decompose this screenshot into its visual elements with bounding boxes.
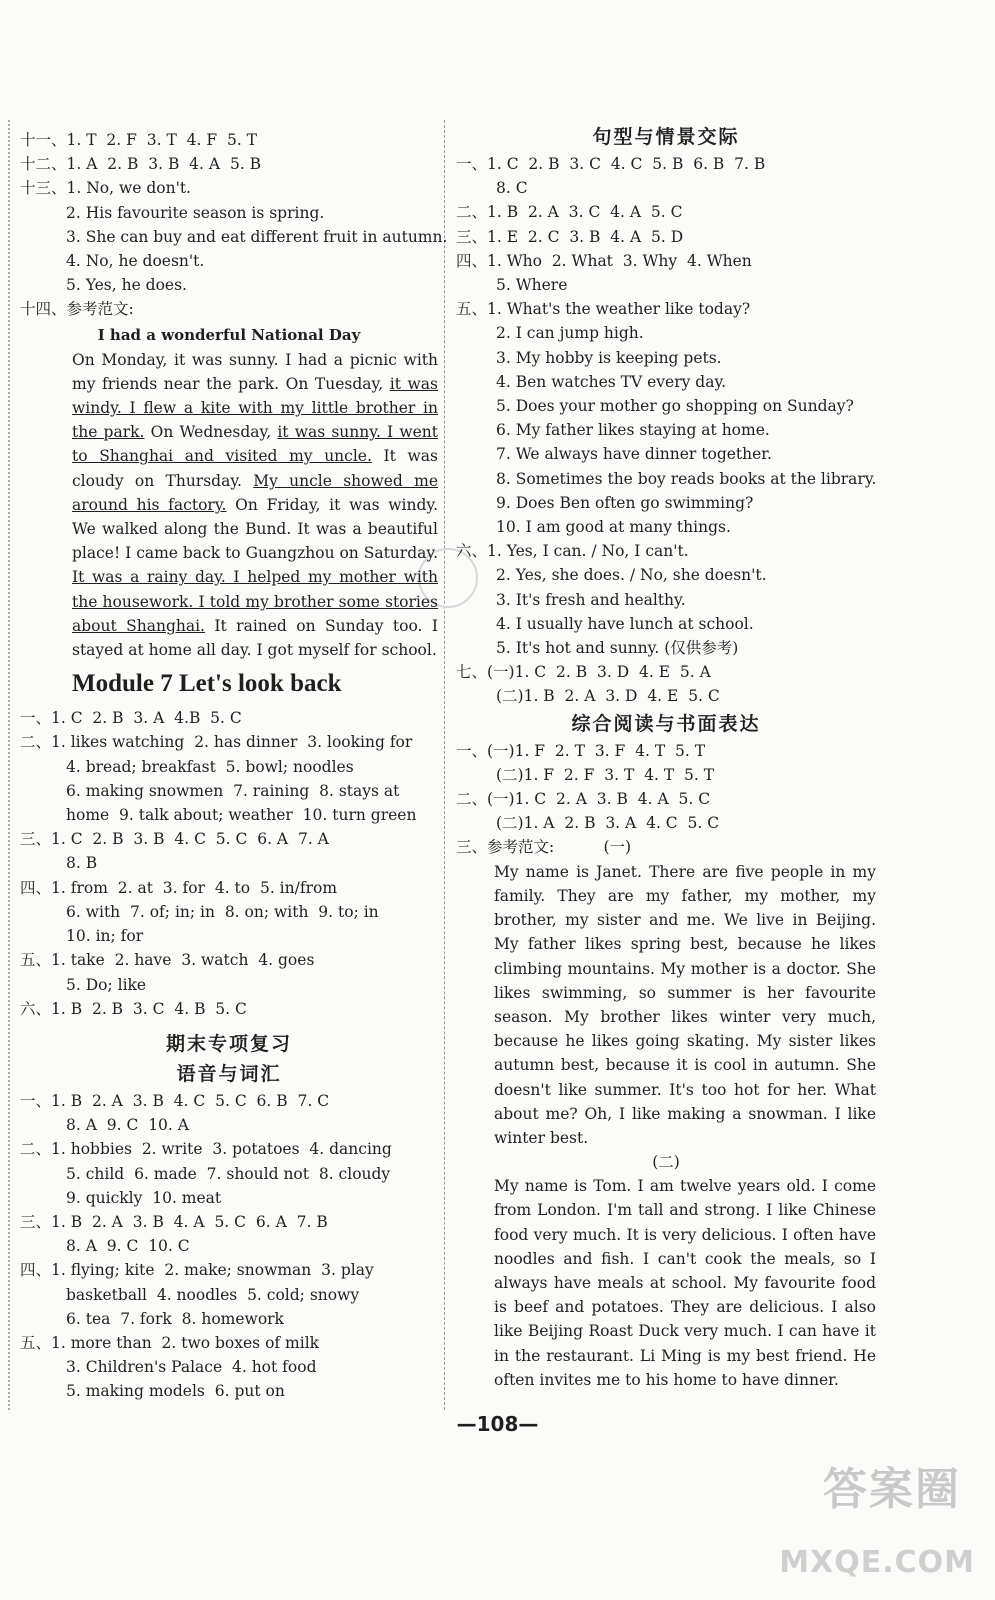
- answer-line: 一、(一)1. F 2. T 3. F 4. T 5. T: [456, 741, 706, 760]
- answer-line: 2. His favourite season is spring.: [66, 203, 325, 222]
- answer-line: 3. She can buy and eat different fruit in autumn.: [66, 227, 448, 246]
- answer-line: 十二、1. A 2. B 3. B 4. A 5. B: [20, 155, 262, 174]
- essay-text: On Friday, it was windy. We walked along the Bund. It was a beautiful place! I came back to Guangzhou on Saturday.: [72, 495, 439, 563]
- essay-title: I had a wonderful National Day: [97, 325, 361, 344]
- answer-line: 三、1. B 2. A 3. B 4. A 5. C 6. A 7. B: [20, 1212, 328, 1231]
- answer-line: 5. child 6. made 7. should not 8. cloudy: [66, 1164, 391, 1183]
- answer-line: 五、1. What's the weather like today?: [456, 300, 751, 319]
- essay-text: It was cloudy on Thursday.: [72, 447, 438, 490]
- answer-line: 四、1. Who 2. What 3. Why 4. When: [456, 251, 752, 270]
- answer-line: 9. Does Ben often go swimming?: [496, 493, 754, 512]
- answer-line: 二、1. likes watching 2. has dinner 3. looking for: [20, 733, 413, 752]
- answer-line: 5. Where: [496, 276, 568, 295]
- module-title: Module 7 Let's look back: [72, 670, 342, 698]
- answer-line: 二、1. hobbies 2. write 3. potatoes 4. dancing: [20, 1140, 392, 1159]
- answer-line: 10. in; for: [66, 927, 144, 946]
- answer-line: 8. C: [496, 179, 528, 198]
- answer-line: 一、1. C 2. B 3. C 4. C 5. B 6. B 7. B: [456, 155, 766, 173]
- answers-11-14: [20, 128, 448, 322]
- answer-line: 8. A 9. C 10. C: [66, 1237, 190, 1256]
- watermark-logo: 答案圈: [823, 1464, 961, 1515]
- answer-line: (二)1. A 2. B 3. A 4. C 5. C: [496, 814, 720, 833]
- answer-line: 2. I can jump high.: [496, 324, 644, 343]
- answer-line: 5. It's hot and sunny. (仅供参考): [496, 639, 739, 658]
- answer-line: (二)1. B 2. A 3. D 4. E 5. C: [496, 687, 720, 706]
- answer-line: 5. making models 6. put on: [66, 1382, 285, 1401]
- answer-line: 十一、1. T 2. F 3. T 4. F 5. T: [20, 131, 258, 149]
- answer-line: 8. A 9. C 10. A: [66, 1116, 189, 1135]
- answer-line: 6. making snowmen 7. raining 8. stays at: [66, 781, 400, 800]
- answer-line: 五、1. take 2. have 3. watch 4. goes: [20, 951, 315, 970]
- underlined-sentence: It was a rainy day. I helped my mother with the housework. I told my brother some stories about Shanghai.: [72, 568, 438, 635]
- essay-national-day: [20, 348, 438, 663]
- answer-line: 7. We always have dinner together.: [496, 445, 772, 464]
- underlined-sentence: it was windy. I flew a kite with my little brother in the park.: [72, 374, 438, 442]
- answer-line: 七、(一)1. C 2. B 3. D 4. E 5. A: [456, 663, 711, 682]
- answer-line: 10. I am good at many things.: [496, 518, 731, 537]
- column-divider: [444, 120, 445, 1410]
- answer-line: 4. No, he doesn't.: [66, 252, 205, 271]
- answer-line: 一、1. B 2. A 3. B 4. C 5. C 6. B 7. C: [20, 1091, 330, 1110]
- answer-line: (二)1. F 2. F 3. T 4. T 5. T: [496, 765, 715, 784]
- answer-line: 四、1. flying; kite 2. make; snowman 3. play: [20, 1261, 374, 1280]
- review-title: 期末专项复习: [165, 1032, 292, 1055]
- essay2-title: (二): [652, 1153, 680, 1172]
- margin-rule: [8, 120, 10, 1410]
- sentence-answers: [456, 152, 876, 709]
- answer-line: 3. My hobby is keeping pets.: [496, 348, 722, 367]
- answer-line: 8. B: [66, 854, 98, 873]
- left-column: [20, 128, 448, 1404]
- sentence-title: 句型与情景交际: [592, 126, 740, 148]
- answer-line: 六、1. B 2. B 3. C 4. B 5. C: [20, 999, 247, 1018]
- answer-line: 二、1. B 2. A 3. C 4. A 5. C: [456, 203, 683, 222]
- essay-janet: My name is Janet. There are five people in my family. They are my father, my mother, my brother, my sister and me. We live in Beijing. My father likes spring best, because he likes climbing mountains. My mother is a doctor. She likes swimming, so summer is her favourite season. My brother likes winter very much, because he likes going skating. My sister likes autumn best, because it is cool in autumn. She doesn't like summer. It's too hot for her. What about me? Oh, I like making a snowman. I like winter best.: [494, 862, 876, 1147]
- vocab-title: 语音与词汇: [176, 1062, 282, 1085]
- answer-line: 五、1. more than 2. two boxes of milk: [20, 1333, 320, 1352]
- answer-line: 6. tea 7. fork 8. homework: [66, 1309, 284, 1328]
- essay-text: On Monday, it was sunny. I had a picnic with my friends near the park. On Tuesday,: [72, 350, 438, 393]
- answer-line: 十三、1. No, we don't.: [20, 179, 191, 198]
- reading-title: 综合阅读与书面表达: [571, 712, 761, 735]
- answer-line: 二、(一)1. C 2. A 3. B 4. A 5. C: [456, 790, 711, 809]
- answer-line: basketball 4. noodles 5. cold; snowy: [66, 1285, 360, 1304]
- answer-line: 5. Yes, he does.: [66, 276, 187, 295]
- underlined-sentence: it was sunny. I went to Shanghai and visited my uncle.: [72, 423, 438, 466]
- page-number: —108—: [456, 1412, 539, 1436]
- vocab-answers: [20, 1089, 438, 1404]
- underlined-sentence: My uncle showed me around his factory.: [72, 471, 438, 514]
- watermark-url: MXQE.COM: [779, 1545, 975, 1580]
- module7-answers: [20, 706, 438, 1021]
- answer-line: home 9. talk about; weather 10. turn green: [66, 806, 417, 825]
- essay-text: On Wednesday,: [144, 423, 278, 442]
- answer-line: 5. Does your mother go shopping on Sunday?: [496, 397, 854, 416]
- answer-line: 三、参考范文: (一): [456, 838, 632, 857]
- answer-line: 9. quickly 10. meat: [66, 1188, 222, 1207]
- answer-line: 4. Ben watches TV every day.: [496, 372, 727, 391]
- answer-line: 5. Do; like: [66, 975, 147, 994]
- essay-tom: My name is Tom. I am twelve years old. I come from London. I'm tall and strong. I like Chinese food very much. It is very delicious. I often have noodles and fish. I can't cook the meals, so I always have meals at school. My favourite food is beef and potatoes. They are delicious. I also like Beijing Roast Duck very much. I can have it in the restaurant. Li Ming is my best friend. He often invites me to his home to have dinner.: [494, 1177, 876, 1389]
- answer-line: 2. Yes, she does. / No, she doesn't.: [496, 566, 767, 585]
- right-column: [456, 128, 876, 1392]
- answer-line: 四、1. from 2. at 3. for 4. to 5. in/from: [20, 878, 338, 897]
- answer-line: 4. I usually have lunch at school.: [496, 614, 754, 633]
- answer-line: 6. with 7. of; in; in 8. on; with 9. to; in: [66, 902, 379, 921]
- answer-line: 十四、参考范文:: [20, 300, 134, 319]
- answer-line: 3. Children's Palace 4. hot food: [66, 1358, 317, 1377]
- essay-text: It rained on Sunday too. I stayed at home all day. I got myself for school.: [72, 616, 438, 660]
- answer-line: 6. My father likes staying at home.: [496, 421, 770, 440]
- answer-line: 3. It's fresh and healthy.: [496, 590, 686, 609]
- answer-line: 一、1. C 2. B 3. A 4.B 5. C: [20, 709, 242, 728]
- answer-line: 4. bread; breakfast 5. bowl; noodles: [66, 757, 354, 776]
- answer-line: 8. Sometimes the boy reads books at the library.: [496, 469, 877, 488]
- answer-line: 三、1. E 2. C 3. B 4. A 5. D: [456, 227, 684, 246]
- answer-line: 三、1. C 2. B 3. B 4. C 5. C 6. A 7. A: [20, 830, 329, 849]
- reading-answers: [456, 739, 876, 860]
- answer-line: 六、1. Yes, I can. / No, I can't.: [456, 542, 689, 561]
